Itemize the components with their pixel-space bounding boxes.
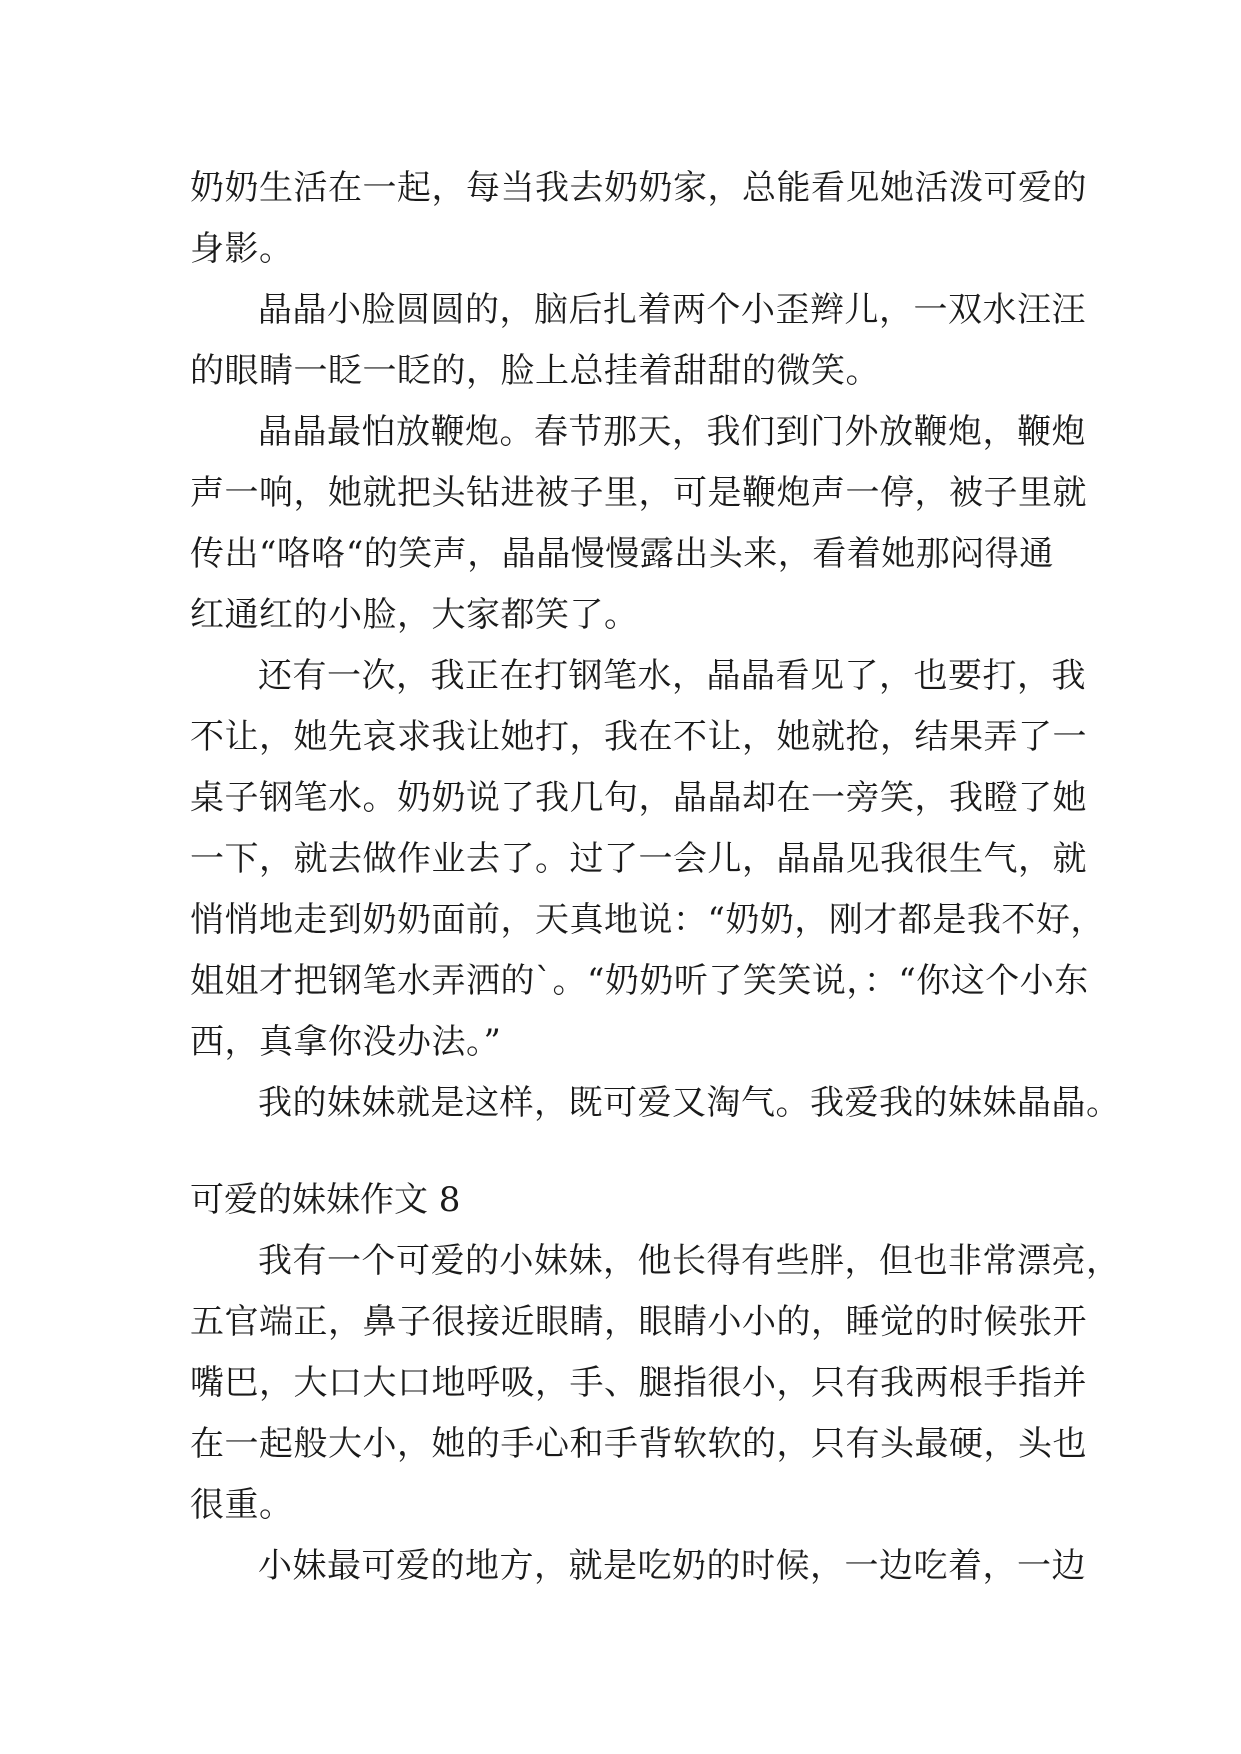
text-line: 西，真拿你没办法。” [190,1022,502,1062]
section-spacer [190,1134,1052,1170]
text-line: 桌子钢笔水。奶奶说了我几句，晶晶却在一旁笑，我瞪了她 [190,778,1087,818]
text-line: 小妹最可爱的地方，就是吃奶的时候，一边吃着，一边 [258,1546,1086,1586]
paragraph [190,280,1086,402]
text-line: 在一起般大小，她的手心和手背软软的，只有头最硬，头也 [190,1424,1087,1464]
text-line: 不让，她先哀求我让她打，我在不让，她就抢，结果弄了一 [190,717,1087,757]
paragraph [190,402,1087,646]
text-line: 的眼睛一眨一眨的，脸上总挂着甜甜的微笑。 [190,351,880,391]
text-line: 我有一个可爱的小妹妹，他长得有些胖，但也非常漂亮， [258,1241,1121,1281]
text-line: 奶奶生活在一起，每当我去奶奶家，总能看见她活泼可爱的 [190,168,1087,208]
section-heading: 可爱的妹妹作文 8 [190,1180,461,1220]
paragraph [190,1536,1086,1597]
document-body [190,158,1121,1597]
paragraph [190,1231,1121,1536]
text-line: 一下，就去做作业去了。过了一会儿，晶晶见我很生气，就 [190,839,1087,879]
text-line: 我的妹妹就是这样，既可爱又淘气。我爱我的妹妹晶晶。 [258,1083,1121,1123]
text-line: 五官端正，鼻子很接近眼睛，眼睛小小的，睡觉的时候张开 [190,1302,1087,1342]
text-line: 身影。 [190,229,294,269]
text-line: 晶晶最怕放鞭炮。春节那天，我们到门外放鞭炮，鞭炮 [258,412,1086,452]
text-line: 嘴巴，大口大口地呼吸，手、腿指很小，只有我两根手指并 [190,1363,1087,1403]
text-line: 传出“咯咯“的笑声，晶晶慢慢露出头来，看着她那闷得通 [190,534,1054,574]
text-line: 晶晶小脸圆圆的，脑后扎着两个小歪辫儿，一双水汪汪 [258,290,1086,330]
text-line: 还有一次，我正在打钢笔水，晶晶看见了，也要打，我 [258,656,1086,696]
paragraph [190,646,1105,1073]
text-line: 声一响，她就把头钻进被子里，可是鞭炮声一停，被子里就 [190,473,1087,513]
text-line: 很重。 [190,1485,294,1525]
paragraph [190,1073,1121,1134]
text-line: 悄悄地走到奶奶面前，天真地说：“奶奶，刚才都是我不好， [190,900,1105,940]
paragraph [190,158,1087,280]
text-line: 红通红的小脸，大家都笑了。 [190,595,639,635]
text-line: 姐姐才把钢笔水弄洒的`。“奶奶听了笑笑说，：“你这个小东 [190,961,1089,1001]
